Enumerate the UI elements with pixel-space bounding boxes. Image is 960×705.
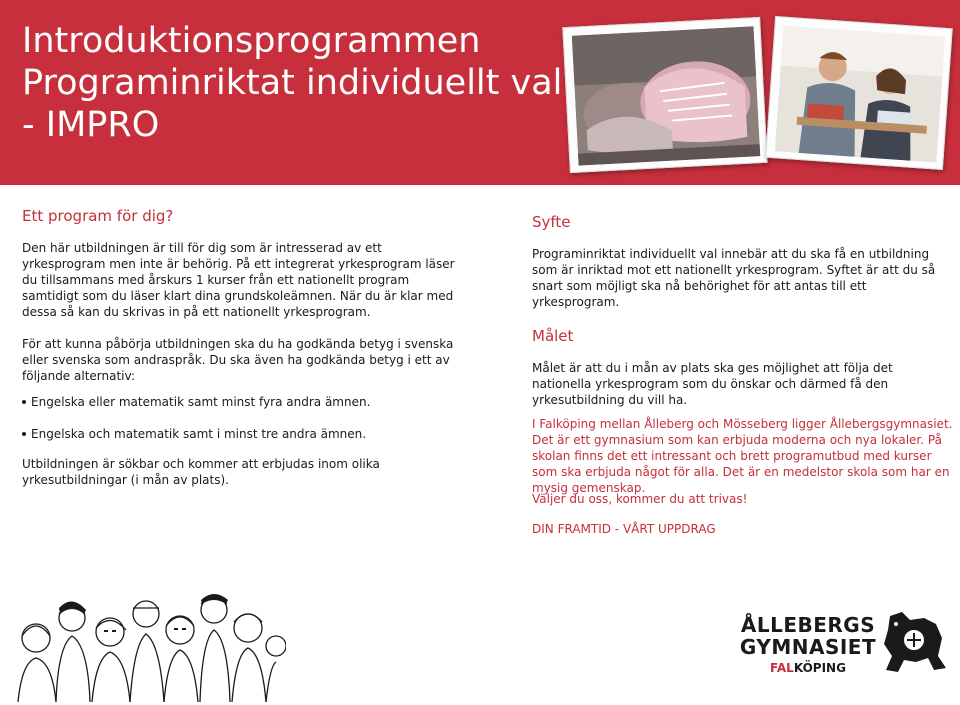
malet-paragraph: Målet är att du i mån av plats ska ges möjlighet att följa det nationella yrkesprogram som du önskar och därmed få den yrkesutbildning du vill ha.: [532, 361, 893, 407]
availability-paragraph: Utbildningen är sökbar och kommer att erbjudas inom olika yrkesutbildningar (i mån av plats).: [22, 457, 380, 487]
section-heading-program: Ett program för dig?: [22, 207, 174, 225]
section-heading-malet: Målet: [532, 327, 574, 345]
syfte-paragraph: Programinriktat individuellt val innebär att du ska få en utbildning som är inriktad mot ett nationellt yrkesprogram. Syftet är att du så snart som möjligt ska nå behörighet för att antas till ett yrkesprogram.: [532, 247, 936, 309]
section-heading-syfte: Syfte: [532, 213, 571, 231]
students-photo: [765, 16, 952, 170]
list-item: Engelska eller matematik samt minst fyra andra ämnen.: [22, 394, 370, 410]
page-title: [22, 20, 562, 146]
logo-line-3: FALKÖPING: [770, 661, 846, 675]
people-illustration: [14, 586, 286, 705]
slogan: DIN FRAMTID - VÅRT UPPDRAG: [532, 522, 716, 536]
title-line-1: Introduktionsprogrammen: [22, 21, 481, 61]
title-line-3: - IMPRO: [22, 105, 160, 145]
header-banner: [0, 0, 960, 185]
school-paragraph: I Falköping mellan Ålleberg och Mösseberg ligger Ållebergsgymnasiet. Det är ett gymnasium som kan erbjuda moderna och nya lokaler. På skolan finns det ett intressant och brett programutbud med kurser som ska erbjuda något för alla. Det är en medelstor skola som har en mysig gemenskap.: [532, 417, 953, 495]
sneakers-photo: [562, 17, 767, 173]
intro-paragraph: Den här utbildningen är till för dig som är intresserad av ett yrkesprogram men inte är behörig. På ett integrerat yrkesprogram läser du tillsammans med årskurs 1 kurser från ett nationellt program samtidigt som du läser klart dina grundskoleämnen. När du är klar med dessa så kan du skrivas in på ett nationellt yrkesprogram.: [22, 241, 455, 319]
logo-line-2: GYMNASIET: [739, 635, 877, 659]
requirements-paragraph: För att kunna påbörja utbildningen ska du ha godkända betyg i svenska eller svenska som andraspråk. Du ska även ha godkända betyg i ett av följande alternativ:: [22, 337, 454, 383]
bullet-icon: [22, 432, 26, 436]
school-logo: [738, 610, 952, 690]
logo-wordmark: [738, 614, 878, 678]
logo-line-1: ÅLLEBERGS: [740, 613, 876, 637]
right-column: [532, 212, 952, 408]
bullet-icon: [22, 400, 26, 404]
welcome-line: Väljer du oss, kommer du att trivas!: [532, 492, 748, 506]
title-line-2: Programinriktat individuellt val: [22, 63, 563, 103]
list-item: Engelska och matematik samt i minst tre andra ämnen.: [22, 426, 366, 442]
left-column: [22, 206, 462, 384]
horse-emblem-icon: [876, 610, 952, 682]
